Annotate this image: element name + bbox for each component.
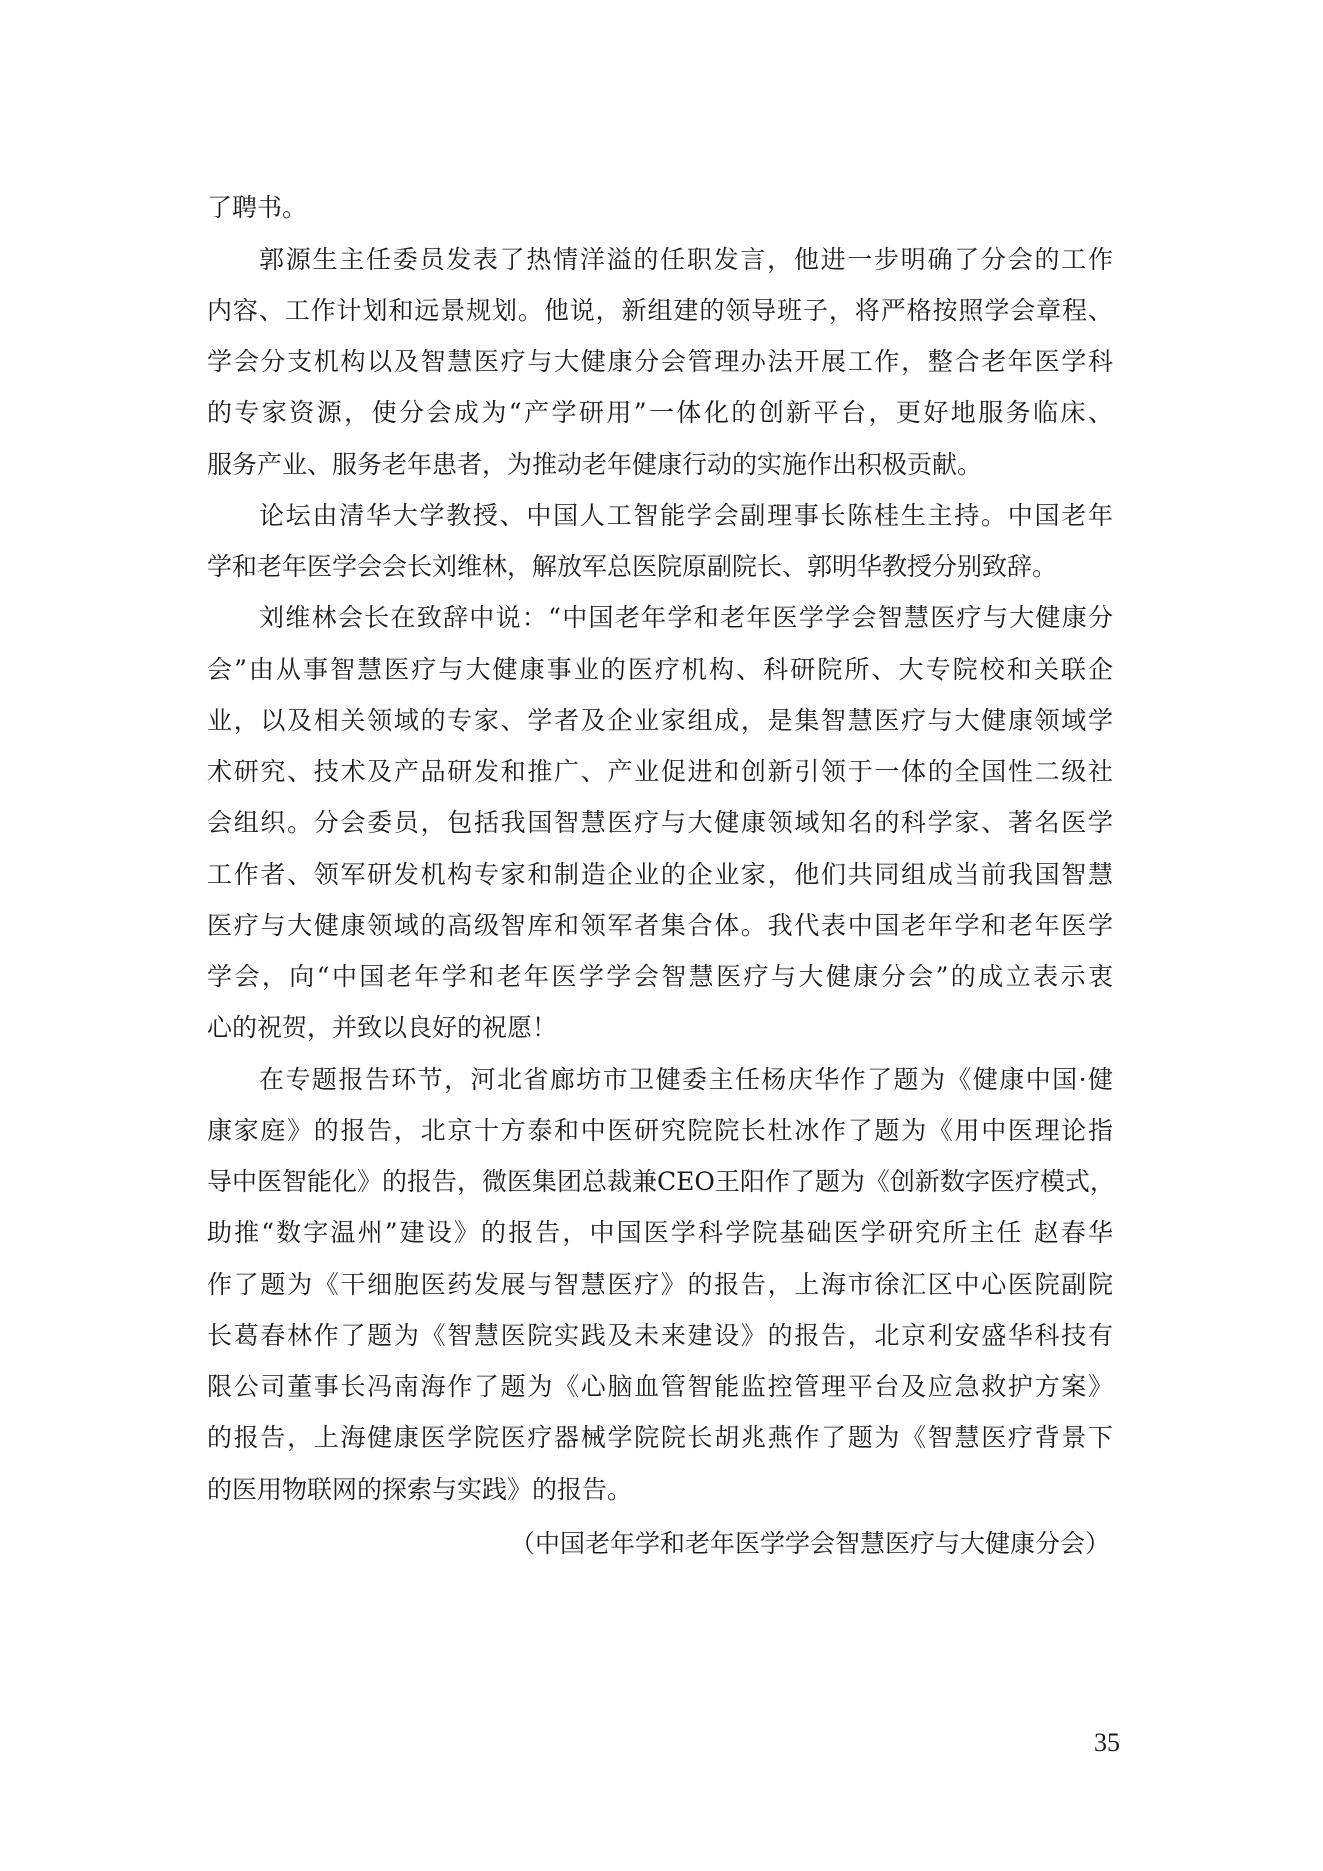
paragraph-line: 学会，向“中国老年学和老年医学学会智慧医疗与大健康分会”的成立表示衷: [207, 962, 1113, 991]
paragraph-line: 长葛春林作了题为《智慧医院实践及未来建设》的报告，北京利安盛华科技有: [207, 1321, 1113, 1350]
paragraph-line: 的报告，上海健康医学院医疗器械学院院长胡兆燕作了题为《智慧医疗背景下: [207, 1423, 1113, 1452]
page-number: 35: [1094, 1728, 1120, 1757]
paragraph-line: 限公司董事长冯南海作了题为《心脑血管智能监控管理平台及应急救护方案》: [207, 1372, 1113, 1401]
paragraph-line: 会”由从事智慧医疗与大健康事业的医疗机构、科研院所、大专院校和关联企: [207, 655, 1113, 684]
paragraph-line: 导中医智能化》的报告，微医集团总裁兼CEO王阳作了题为《创新数字医疗模式，: [207, 1167, 1115, 1196]
paragraph-line: 的医用物联网的探索与实践》的报告。: [207, 1475, 633, 1504]
paragraph-line: 服务产业、服务老年患者，为推动老年健康行动的实施作出积极贡献。: [207, 450, 983, 479]
paragraph-line: 郭源生主任委员发表了热情洋溢的任职发言，他进一步明确了分会的工作: [259, 245, 1113, 274]
paragraph-line: 康家庭》的报告，北京十方泰和中医研究院院长杜冰作了题为《用中医理论指: [207, 1116, 1113, 1145]
paragraph-line: 论坛由清华大学教授、中国人工智能学会副理事长陈桂生主持。中国老年: [259, 501, 1113, 530]
paragraph-line: 学和老年医学会会长刘维林，解放军总医院原副院长、郭明华教授分别致辞。: [207, 552, 1058, 581]
paragraph-line: 了聘书。: [207, 193, 308, 222]
paragraph-line: 内容、工作计划和远景规划。他说，新组建的领导班子，将严格按照学会章程、: [207, 296, 1113, 325]
paragraph-line: 工作者、领军研发机构专家和制造企业的企业家，他们共同组成当前我国智慧: [207, 860, 1113, 889]
paragraph-line: 的专家资源，使分会成为“产学研用”一体化的创新平台，更好地服务临床、: [207, 398, 1113, 427]
paragraph-line: 心的祝贺，并致以良好的祝愿！: [207, 1013, 558, 1042]
paragraph-line: 在专题报告环节，河北省廊坊市卫健委主任杨庆华作了题为《健康中国·健: [259, 1065, 1113, 1094]
paragraph-line: 医疗与大健康领域的高级智库和领军者集合体。我代表中国老年学和老年医学: [207, 911, 1113, 940]
attribution: （中国老年学和老年医学学会智慧医疗与大健康分会）: [509, 1529, 1110, 1558]
paragraph-line: 作了题为《干细胞医药发展与智慧医疗》的报告，上海市徐汇区中心医院副院: [207, 1270, 1113, 1299]
paragraph-line: 术研究、技术及产品研发和推广、产业促进和创新引领于一体的全国性二级社: [207, 757, 1113, 786]
paragraph-line: 刘维林会长在致辞中说：“中国老年学和老年医学学会智慧医疗与大健康分: [259, 603, 1113, 632]
paragraph-line: 会组织。分会委员，包括我国智慧医疗与大健康领域知名的科学家、著名医学: [207, 808, 1113, 837]
paragraph-line: 助推“数字温州”建设》的报告，中国医学科学院基础医学研究所主任 赵春华: [207, 1218, 1113, 1247]
paragraph-line: 学会分支机构以及智慧医疗与大健康分会管理办法开展工作，整合老年医学科: [207, 347, 1113, 376]
paragraph-line: 业，以及相关领域的专家、学者及企业家组成，是集智慧医疗与大健康领域学: [207, 706, 1113, 735]
